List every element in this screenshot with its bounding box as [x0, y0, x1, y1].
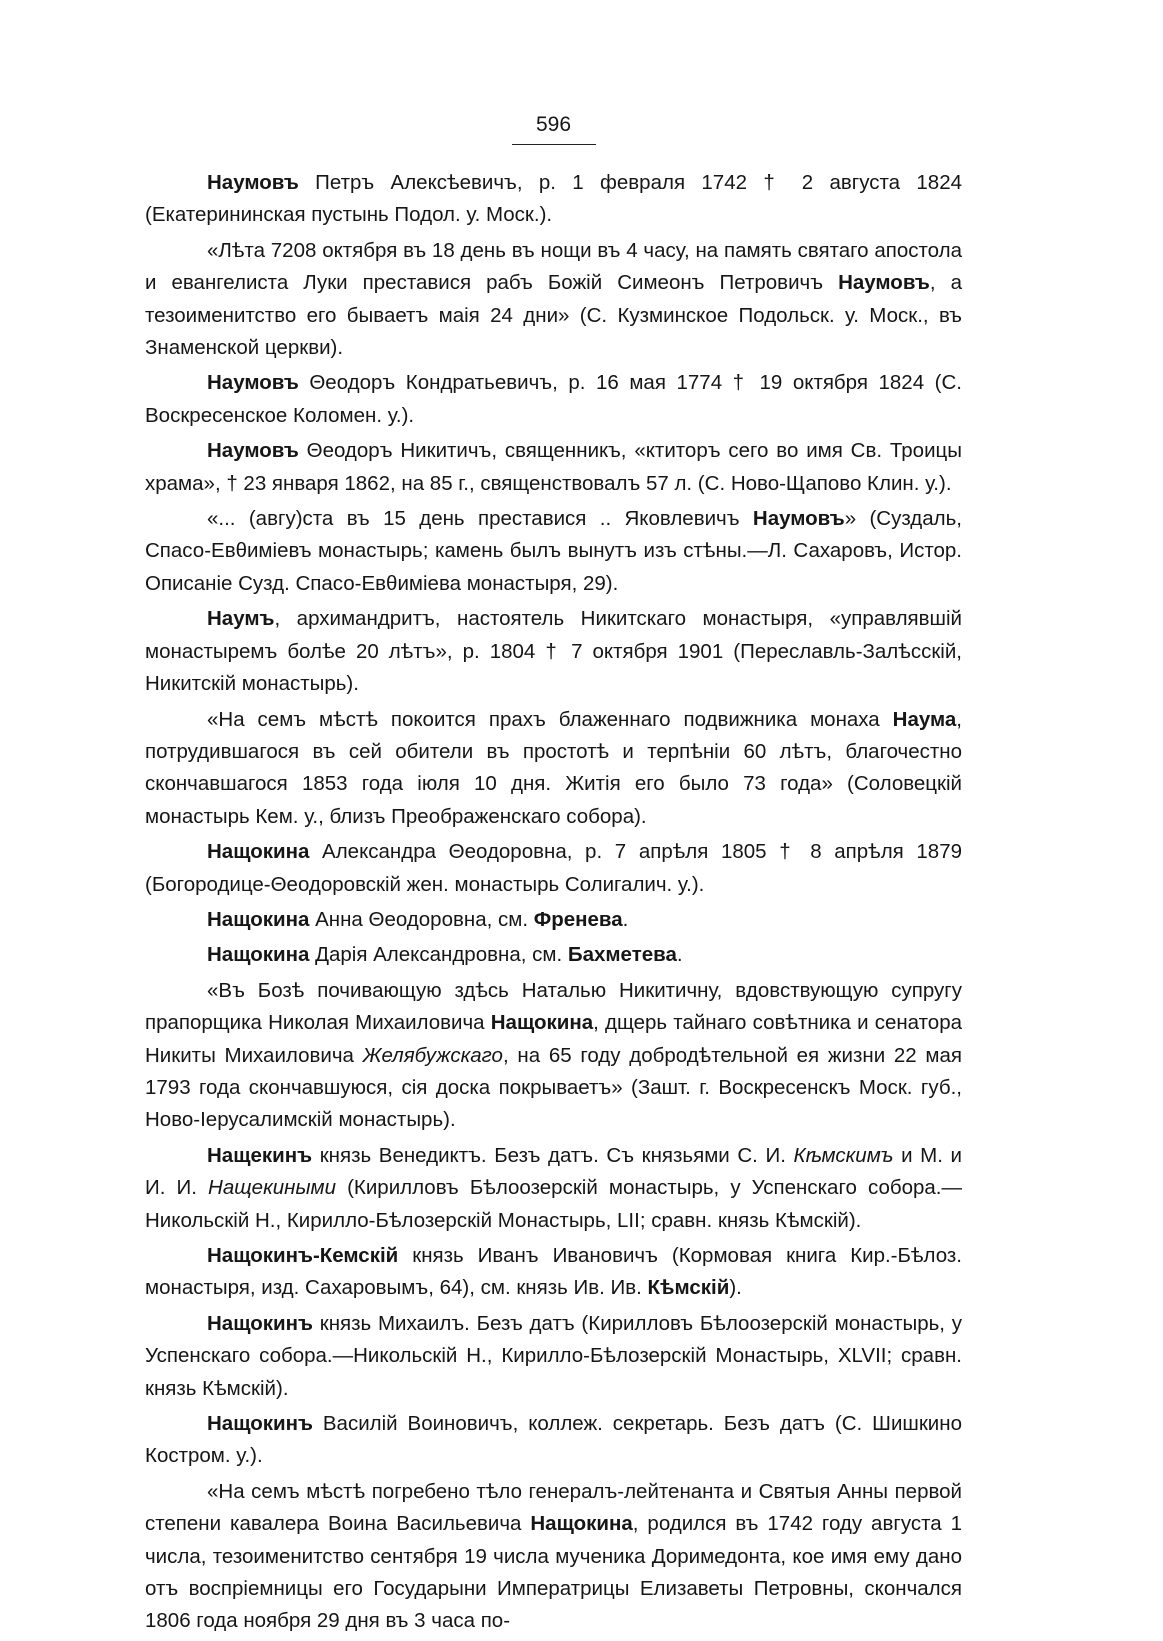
- entry-text: , а тезоименитство его бываетъ маія 24 дни» (С. Кузминское Подольск. у. Моск., въ Знаменской церкви).: [145, 271, 962, 360]
- entry-paragraph: [145, 235, 962, 365]
- entry-text: , родился въ 1742 году августа 1 числа, тезоименитство сентября 19 числа мученика Доримедонта, кое имя ему дано отъ воспріемницы его Государыни Императрицы Елизаветы Петровны, скончался 1806 года ноября 29 дня въ 3 часа по-: [145, 1512, 962, 1633]
- entry-paragraph: [145, 939, 962, 971]
- book-page: [145, 110, 962, 1641]
- entry-text: Василій Воиновичъ, коллеж. секретарь. Безъ датъ (С. Шишкино Костром. у.).: [145, 1412, 962, 1468]
- entry-text: (Кирилловъ Бѣлоозерскій монастырь, у Успенскаго собора.—Никольскій Н., Кирилло-Бѣлозерскій Монастырь, LII; сравн. князь Кѣмскій).: [145, 1176, 962, 1232]
- entry-paragraph: [145, 1408, 962, 1473]
- surname-heading: Нащокинъ: [207, 1412, 313, 1436]
- italic-name: Желябужскаго: [362, 1043, 503, 1067]
- entry-paragraph: [145, 435, 962, 500]
- entry-paragraph: [145, 603, 962, 700]
- entry-paragraph: [145, 836, 962, 901]
- entry-text: ).: [729, 1276, 742, 1300]
- entry-paragraph: [145, 1240, 962, 1305]
- entry-paragraph: [145, 167, 962, 232]
- entry-paragraph: [145, 975, 962, 1137]
- italic-name: Кѣмскимъ: [793, 1143, 894, 1167]
- surname-heading: Нащокинъ: [207, 1311, 313, 1335]
- entry-text: Θеодоръ Никитичъ, священникъ, «ктиторъ сего во имя Св. Троицы храма», † 23 января 1862, на 85 г., священствовалъ 57 л. (С. Ново-Щапово Клин. у.).: [145, 439, 962, 495]
- entry-text: , архимандритъ, настоятель Никитскаго монастыря, «управлявшій монастыремъ болѣе 20 лѣтъ», р. 1804 † 7 октября 1901 (Переславль-Залѣсскій, Никитскій монастырь).: [145, 607, 962, 696]
- surname-heading: Нащекинъ: [207, 1143, 313, 1167]
- surname-heading: Наумовъ: [207, 371, 299, 395]
- entry-text: князь Михаилъ. Безъ датъ (Кирилловъ Бѣлоозерскій монастырь, у Успенскаго собора.—Никольскій Н., Кирилло-Бѣлозерскій Монастырь, XLVII; сравн. князь Кѣмскій).: [145, 1311, 962, 1400]
- entry-paragraph: [145, 503, 962, 600]
- surname-heading: Нащокина: [207, 907, 310, 931]
- entry-text: .: [622, 907, 629, 931]
- entry-text: «На семъ мѣстѣ покоится прахъ блаженнаго подвижника монаха: [207, 707, 893, 731]
- surname-heading: Френева: [533, 907, 623, 931]
- entry-text: Дарія Александровна, см.: [309, 943, 568, 967]
- entry-text: «Въ Бозѣ почивающую здѣсь Наталью Никитичну, вдовствующую супругу прапорщика Николая Михаиловича: [145, 978, 962, 1035]
- entry-text: , дщерь тайнаго совѣтника и сенатора Никиты Михаиловича: [145, 1011, 962, 1067]
- surname-heading: Наумовъ: [207, 439, 299, 463]
- entry-paragraph: [145, 1140, 962, 1237]
- surname-heading: Кѣмскій: [647, 1276, 730, 1300]
- page-number: 596: [512, 110, 596, 145]
- entry-text: «Лѣта 7208 октября въ 18 день въ нощи въ 4 часу, на память святаго апостола и евангелиста Луки преставися рабъ Божій Симеонъ Петровичъ: [145, 238, 962, 295]
- surname-heading: Нащокина: [530, 1512, 633, 1536]
- entry-paragraph: [145, 1308, 962, 1405]
- entry-text: «На семъ мѣстѣ погребено тѣло генералъ-лейтенанта и Святыя Анны первой степени кавалера Воина Васильевича: [145, 1479, 962, 1536]
- entry-paragraph: [145, 367, 962, 432]
- italic-name: Нащекиными: [208, 1176, 336, 1200]
- surname-heading: Бахметева: [567, 943, 677, 967]
- entry-text: , на 65 году добродѣтельной ея жизни 22 мая 1793 года скончавшуюся, сія доска покрываетъ» (Зашт. г. Воскресенскъ Моск. губ., Ново-Іерусалимскій монастырь).: [145, 1043, 963, 1132]
- entry-text: Анна Θеодоровна, см.: [309, 907, 534, 931]
- entry-paragraph: [145, 1476, 962, 1638]
- surname-heading: Нащокинъ-Кемскій: [207, 1244, 399, 1267]
- surname-heading: Наумовъ: [838, 271, 930, 295]
- entry-text: князь Иванъ Ивановичъ (Кормовая книга Кир.-Бѣлоз. монастыря, изд. Сахаровымъ, 64), см. князь Ив. Ив.: [145, 1244, 962, 1300]
- surname-heading: Нащокина: [490, 1011, 594, 1035]
- entry-text: Александра Θеодоровна, р. 7 апрѣля 1805 † 8 апрѣля 1879 (Богородице-Θеодоровскій жен. монастырь Солигалич. у.).: [145, 840, 962, 896]
- entry-text: , потрудившагося въ сей обители въ простотѣ и терпѣніи 60 лѣтъ, благочестно скончавшагося 1853 года іюля 10 дня. Житія его было 73 года» (Соловецкій монастырь Кем. у., близъ Преображенскаго собора).: [145, 707, 962, 828]
- entry-text: .: [676, 943, 683, 967]
- entry-text: «... (авгу)ста въ 15 день преставися .. Яковлевичъ: [207, 507, 753, 531]
- entry-paragraph: [145, 904, 962, 936]
- entry-text: и М. и И. И.: [145, 1143, 962, 1200]
- entry-text: Θеодоръ Кондратьевичъ, р. 16 мая 1774 † 19 октября 1824 (С. Воскресенское Коломен. у.).: [145, 371, 962, 427]
- surname-heading: Наума: [892, 707, 957, 731]
- entry-text: » (Суздаль, Спасо-Евθиміевъ монастырь; камень былъ вынутъ изъ стѣны.—Л. Сахаровъ, Истор. Описаніе Сузд. Спасо-Евθиміева монастыря, 29).: [145, 507, 962, 595]
- surname-heading: Наумъ: [207, 607, 275, 631]
- entry-text: князь Венедиктъ. Безъ датъ. Съ князьями С. И.: [312, 1143, 794, 1167]
- surname-heading: Наумовъ: [752, 507, 845, 531]
- entry-paragraph: [145, 704, 962, 834]
- entries-list: [145, 167, 962, 1638]
- surname-heading: Нащокина: [207, 943, 310, 967]
- surname-heading: Нащокина: [207, 840, 310, 864]
- surname-heading: Наумовъ: [207, 171, 299, 194]
- entry-text: Петръ Алексѣевичъ, р. 1 февраля 1742 † 2 августа 1824 (Екатерининская пустынь Подол. у. Моск.).: [145, 171, 962, 227]
